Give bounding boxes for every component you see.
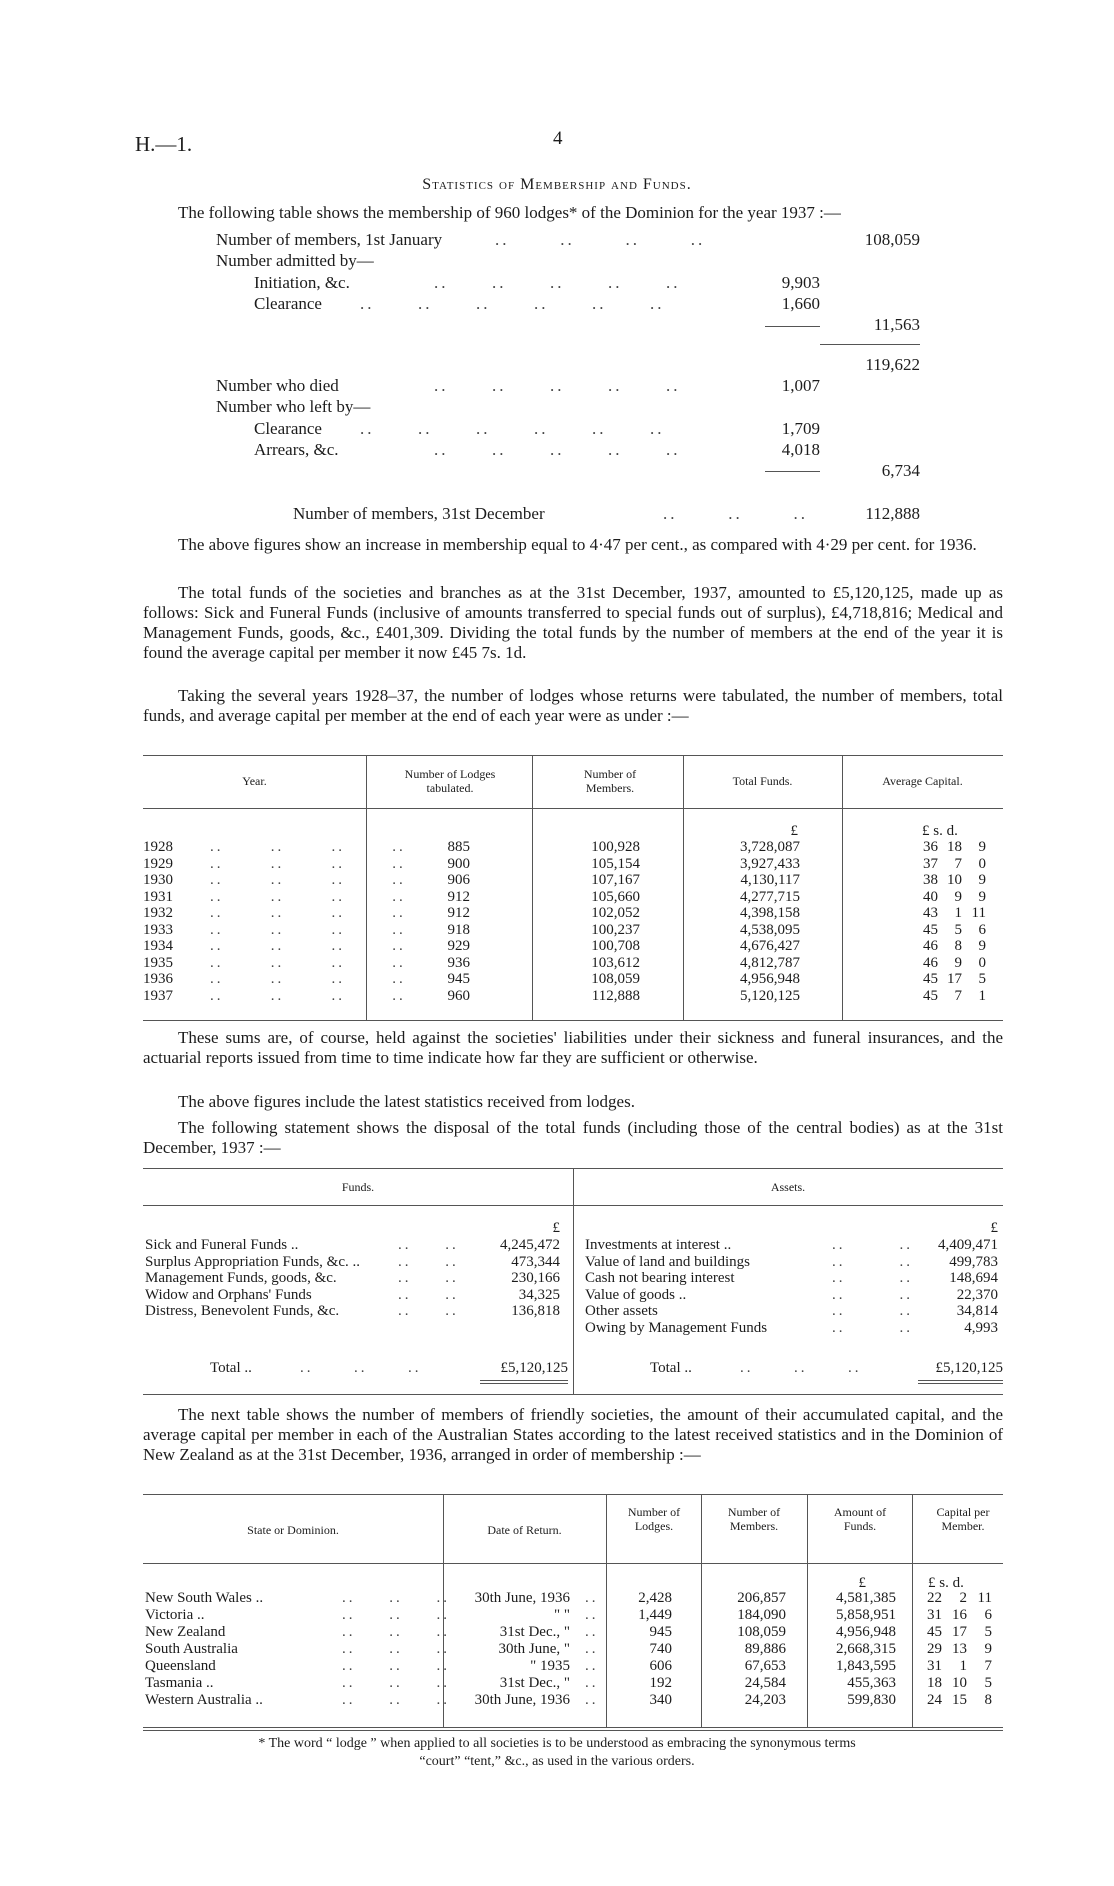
leader-dots: .. .. .. .. [210,987,406,1004]
funds-cell: 4,956,948 [740,971,800,987]
state-capital-pence: 7 [984,1658,992,1674]
membership-intro: The following table shows the membership of 960 lodges* of the Dominion for the year 1937 :— [178,203,841,222]
state-capital-pence: 6 [984,1607,992,1623]
capital-pence-cell: 0 [978,855,986,872]
state-members: 24,203 [744,1692,786,1708]
initiation-value: 9,903 [781,273,820,292]
double-rule [480,1383,568,1384]
asset-value: 34,814 [956,1303,998,1319]
funds-cell: 4,398,158 [740,905,800,921]
leader-dots: .. .. [832,1303,913,1319]
capital-pounds-cell: 37 [923,855,938,872]
table-rule [842,755,843,1020]
leader-dots: .. .. [832,1270,913,1286]
rule [765,471,820,472]
members-cell: 108,059 [591,971,640,987]
table-rule [573,1168,574,1394]
double-rule [480,1380,568,1381]
state-members: 184,090 [737,1607,786,1623]
lodges-cell: 900 [447,855,470,872]
footnote-line-1: * The word “ lodge ” when applied to all societies is to be understood as embracing the synonymous terms [258,1736,856,1751]
fund-value: 230,166 [511,1270,560,1286]
asset-label: Value of goods .. [585,1286,687,1303]
members-cell: 100,237 [591,921,640,938]
capital-shillings-cell: 7 [954,855,962,872]
unit-capital: £ s. d. [922,823,958,839]
paragraph-disposal-intro: The following statement shows the disposal of the total funds (including those of the central bodies) as at the 31st December, 1937 :— [143,1118,1003,1157]
leader-dots: .. .. [398,1270,459,1286]
paragraph-latest: The above figures include the latest statistics received from lodges. [178,1092,635,1111]
state-funds: 455,363 [847,1675,896,1691]
year-cell: 1936 [143,971,173,987]
fund-label: Widow and Orphans' Funds [145,1286,312,1303]
state-lodges: 192 [649,1675,672,1691]
table-rule [143,1727,1003,1728]
leader-dots: .. .. .. .. .. [434,440,681,459]
capital-pence-cell: 11 [971,905,986,921]
capital-shillings-cell: 17 [947,971,962,987]
lodges-cell: 929 [447,938,470,954]
capital-shillings-cell: 5 [954,921,962,938]
state-date: " " [554,1607,570,1623]
assets-header: Assets. [770,1180,806,1194]
capital-pounds-cell: 36 [923,839,938,855]
fund-value: 34,325 [518,1286,560,1303]
column-header-members: Number of Members. [583,767,637,795]
state-capital-pounds: 31 [927,1607,942,1623]
funds-cell: 3,927,433 [740,855,800,872]
state-capital-pounds: 45 [927,1624,942,1640]
state-capital-shillings: 2 [959,1590,967,1606]
leader-dots: .. .. .. .. [210,905,406,921]
state-members: 206,857 [737,1590,786,1606]
leader-dots: .. .. .. [663,504,808,523]
state-capital-pence: 11 [977,1590,992,1606]
state-capital-pounds: 22 [927,1590,942,1606]
year-cell: 1928 [143,839,173,855]
paragraph-total-funds: The total funds of the societies and branches as at the 31st December, 1937, amounted to £5,120,125, made up as follows: Sick and Funeral Funds (inclusive of amounts transferred to special funds out of surplus), £4,718,816; Medical and Management Funds, goods, &c., £401,309. Dividing the total funds by the number of members at the end of the year it is found the average capital per member it now £45 7s. 1d. [143,583,1003,662]
leader-dots: .. .. .. .. [210,938,406,954]
state-name: Western Australia .. [145,1692,263,1708]
state-lodges: 340 [649,1692,672,1708]
state-capital-pounds: 31 [927,1658,942,1674]
year-cell: 1937 [143,987,173,1004]
capital-pounds-cell: 45 [923,971,938,987]
table-rule [143,1394,1003,1395]
state-capital-pounds: 24 [927,1692,942,1708]
state-funds: 4,581,385 [836,1590,896,1606]
double-rule [918,1380,1003,1381]
lodges-cell: 912 [447,888,470,905]
members-cell: 100,928 [591,839,640,855]
capital-pence-cell: 1 [978,987,986,1004]
leader-dots: .. .. .. [342,1624,450,1640]
members-cell: 105,660 [591,888,640,905]
capital-pence-cell: 9 [978,872,986,888]
funds-cell: 3,728,087 [740,839,800,855]
state-name: Victoria .. [145,1607,205,1623]
leader-dots: .. .. .. .. [495,230,706,249]
members-end-value: 112,888 [865,504,920,523]
funds-cell: 5,120,125 [740,987,800,1004]
state-date: 30th June, " [498,1641,570,1657]
state-funds: 5,858,951 [836,1607,896,1623]
left-total: 6,734 [881,461,920,480]
year-cell: 1931 [143,888,173,905]
state-members: 108,059 [737,1624,786,1640]
capital-shillings-cell: 9 [954,954,962,971]
asset-label: Cash not bearing interest [585,1270,735,1286]
page-number: 4 [553,128,563,149]
state-members: 67,653 [744,1658,786,1674]
funds-cell: 4,676,427 [740,938,800,954]
table-rule [143,808,1003,809]
members-start-label: Number of members, 1st January [216,230,443,249]
table-rule [606,1494,607,1727]
asset-value: 4,993 [964,1319,998,1336]
unit-funds: £ [790,823,798,839]
state-funds: 1,843,595 [836,1658,896,1674]
state-funds: 4,956,948 [836,1624,896,1640]
state-funds: 599,830 [847,1692,896,1708]
leader-dots: .. .. .. .. .. .. [360,294,665,313]
state-name: Queensland [145,1658,216,1674]
fund-label: Management Funds, goods, &c. [145,1270,337,1286]
leader-dots: .. [585,1675,599,1691]
paragraph-states-intro: The next table shows the number of members of friendly societies, the amount of their accumulated capital, and the average capital per member in each of the Australian States according to the latest received statistics and in the Dominion of New Zealand as at the 31st December, 1936, arranged in order of membership :— [143,1405,1003,1464]
unit-state-capital: £ s. d. [928,1575,964,1591]
capital-shillings-cell: 8 [954,938,962,954]
state-capital-shillings: 16 [952,1607,967,1623]
capital-pounds-cell: 45 [923,987,938,1004]
leader-dots: .. [585,1590,599,1606]
state-capital-pounds: 29 [927,1641,942,1657]
funds-cell: 4,277,715 [740,888,800,905]
members-cell: 107,167 [591,872,640,888]
leader-dots: .. .. [832,1253,913,1270]
lodges-cell: 912 [447,905,470,921]
lodges-cell: 960 [447,987,470,1004]
leader-dots: .. .. .. .. [210,872,406,888]
leader-dots: .. .. [832,1286,913,1303]
capital-pounds-cell: 40 [923,888,938,905]
leader-dots: .. .. .. [342,1692,450,1708]
rule [765,326,820,327]
leader-dots: .. .. .. .. [210,971,406,987]
leader-dots: .. [585,1624,599,1640]
document-reference: H.—1. [135,132,193,156]
funds-cell: 4,130,117 [740,872,800,888]
state-capital-pence: 9 [984,1641,992,1657]
leader-dots: .. .. .. .. [210,888,406,905]
admitted-total: 11,563 [873,315,920,334]
leader-dots: .. .. [398,1253,459,1270]
leader-dots: .. .. .. .. [210,855,406,872]
state-name: New South Wales .. [145,1590,264,1606]
lodges-cell: 918 [447,921,470,938]
lodges-cell: 906 [447,872,470,888]
leader-dots: .. [585,1641,599,1657]
state-members: 24,584 [744,1675,786,1691]
column-header-funds: Total Funds. [732,774,793,788]
column-header-state-lodges: Number of Lodges. [627,1505,681,1533]
capital-pounds-cell: 46 [923,938,938,954]
paragraph-increase: The above figures show an increase in membership equal to 4·47 per cent., as compared with 4·29 per cent. for 1936. [178,535,977,554]
column-header-date: Date of Return. [487,1523,562,1537]
state-lodges: 606 [649,1658,672,1674]
state-members: 89,886 [744,1641,786,1657]
assets-unit: £ [990,1220,998,1236]
members-start-value: 108,059 [864,230,920,249]
year-cell: 1934 [143,938,173,954]
initiation-label: Initiation, &c. [254,273,350,292]
state-capital-pounds: 18 [927,1675,942,1691]
leader-dots: .. [585,1607,599,1623]
leader-dots: .. .. .. .. .. .. [360,419,665,438]
subtotal: 119,622 [865,355,920,374]
members-cell: 100,708 [591,938,640,954]
state-lodges: 945 [649,1624,672,1640]
died-value: 1,007 [781,376,820,395]
arrears-value: 4,018 [781,440,820,459]
fund-value: 136,818 [511,1303,560,1319]
admitted-label: Number admitted by— [216,251,374,270]
leader-dots: .. .. .. .. [210,839,406,855]
asset-label: Other assets [585,1303,658,1319]
state-capital-pence: 5 [984,1675,992,1691]
state-capital-pence: 8 [984,1692,992,1708]
table-rule [701,1494,702,1727]
members-end-label: Number of members, 31st December [293,504,545,523]
capital-pence-cell: 5 [978,971,986,987]
asset-value: 4,409,471 [938,1237,998,1253]
state-name: South Australia [145,1641,238,1657]
fund-value: 4,245,472 [500,1237,560,1253]
capital-shillings-cell: 7 [954,987,962,1004]
footnote-rule [143,1730,1003,1731]
capital-shillings-cell: 18 [947,839,962,855]
double-rule [918,1383,1003,1384]
column-header-state-funds: Amount of Funds. [833,1505,887,1533]
state-date: " 1935 [530,1658,570,1674]
leader-dots: .. [585,1692,599,1708]
leader-dots: .. .. [398,1286,459,1303]
state-lodges: 740 [649,1641,672,1657]
capital-shillings-cell: 1 [954,905,962,921]
year-cell: 1933 [143,921,173,938]
leader-dots: .. .. [398,1303,459,1319]
unit-state-funds: £ [858,1575,866,1591]
state-capital-shillings: 13 [952,1641,967,1657]
year-cell: 1935 [143,954,173,971]
leader-dots: .. .. .. [342,1590,450,1606]
capital-shillings-cell: 9 [954,888,962,905]
table-rule [143,755,1003,756]
state-date: 30th June, 1936 [474,1692,570,1708]
clearance-out-label: Clearance [254,419,322,438]
died-label: Number who died [216,376,339,395]
state-lodges: 2,428 [638,1590,672,1606]
capital-pounds-cell: 45 [923,921,938,938]
funds-cell: 4,538,095 [740,921,800,938]
funds-cell: 4,812,787 [740,954,800,971]
clearance-in-value: 1,660 [781,294,820,313]
paragraph-years-intro: Taking the several years 1928–37, the number of lodges whose returns were tabulated, the number of members, total funds, and average capital per member at the end of each year were as under :— [143,686,1003,725]
members-cell: 112,888 [591,987,640,1004]
leader-dots: .. .. .. [342,1641,450,1657]
year-cell: 1930 [143,872,173,888]
asset-label: Investments at interest .. [585,1237,732,1253]
arrears-label: Arrears, &c. [254,440,339,459]
lodges-cell: 936 [447,954,470,971]
column-header-state-members: Number of Members. [727,1505,781,1533]
capital-pence-cell: 6 [978,921,986,938]
fund-label: Surplus Appropriation Funds, &c. .. [145,1253,361,1270]
table-rule [532,755,533,1020]
capital-pounds-cell: 38 [923,872,938,888]
fund-label: Distress, Benevolent Funds, &c. [145,1303,340,1319]
paragraph-sums: These sums are, of course, held against the societies' liabilities under their sickness and funeral insurances, and the actuarial reports issued from time to time indicate how far they are sufficient or otherwise. [143,1028,1003,1067]
leader-dots: .. .. .. .. .. [434,376,681,395]
leader-dots: .. .. .. .. [210,954,406,971]
column-header-state-capital: Capital per Member. [936,1505,990,1533]
table-rule [807,1494,808,1727]
leader-dots: .. .. [398,1237,459,1253]
section-title: Statistics of Membership and Funds. [422,176,692,193]
leader-dots: .. .. .. [342,1658,450,1674]
state-date: 31st Dec., " [499,1675,570,1691]
column-header-lodges: Number of Lodges tabulated. [404,767,496,795]
column-header-capital: Average Capital. [882,774,963,788]
state-capital-shillings: 17 [952,1624,967,1640]
asset-label: Owing by Management Funds [585,1319,768,1336]
year-cell: 1929 [143,855,173,872]
leader-dots: .. .. .. [300,1360,422,1376]
table-rule [683,755,684,1020]
state-date: 30th June, 1936 [474,1590,570,1606]
capital-pence-cell: 0 [978,954,986,971]
leader-dots: .. [585,1658,599,1674]
year-cell: 1932 [143,905,173,921]
state-lodges: 1,449 [638,1607,672,1623]
capital-pence-cell: 9 [978,938,986,954]
lodges-cell: 885 [447,839,470,855]
state-name: New Zealand [145,1624,226,1640]
table-rule [143,1020,1003,1021]
capital-pounds-cell: 43 [923,905,938,921]
state-name: Tasmania .. [145,1675,214,1691]
funds-total-label: Total .. [210,1360,252,1376]
table-rule [912,1494,913,1727]
clearance-out-value: 1,709 [781,419,820,438]
funds-unit: £ [552,1220,560,1236]
asset-value: 148,694 [949,1270,998,1286]
capital-pounds-cell: 46 [923,954,938,971]
capital-shillings-cell: 10 [947,872,962,888]
assets-total-value: £5,120,125 [935,1360,1003,1376]
clearance-in-label: Clearance [254,294,322,313]
funds-total-value: £5,120,125 [500,1360,568,1376]
state-capital-shillings: 1 [959,1658,967,1674]
capital-pence-cell: 9 [978,839,986,855]
asset-label: Value of land and buildings [585,1253,750,1270]
table-rule [143,1563,1003,1564]
asset-value: 22,370 [956,1286,998,1303]
asset-value: 499,783 [949,1253,998,1270]
state-capital-shillings: 10 [952,1675,967,1691]
leader-dots: .. .. [832,1237,913,1253]
left-label: Number who left by— [216,397,371,416]
members-cell: 103,612 [591,954,640,971]
leader-dots: .. .. .. [342,1675,450,1691]
fund-label: Sick and Funeral Funds .. [145,1237,299,1253]
members-cell: 102,052 [591,905,640,921]
leader-dots: .. .. .. [740,1360,862,1376]
footnote-line-2: “court” “tent,” &c., as used in the various orders. [419,1754,695,1769]
state-funds: 2,668,315 [836,1641,896,1657]
assets-total-label: Total .. [650,1360,692,1376]
members-cell: 105,154 [591,855,640,872]
state-capital-shillings: 15 [952,1692,967,1708]
leader-dots: .. .. .. [342,1607,450,1623]
fund-value: 473,344 [511,1253,560,1270]
capital-pence-cell: 9 [978,888,986,905]
column-header-state: State or Dominion. [247,1523,339,1537]
funds-header: Funds. [341,1180,375,1194]
leader-dots: .. .. [832,1319,913,1336]
leader-dots: .. .. .. .. .. [434,273,681,292]
leader-dots: .. .. .. .. [210,921,406,938]
table-rule [143,1494,1003,1495]
column-header-year: Year. [242,774,267,788]
rule [820,344,920,345]
state-date: 31st Dec., " [499,1624,570,1640]
lodges-cell: 945 [447,971,470,987]
state-capital-pence: 5 [984,1624,992,1640]
